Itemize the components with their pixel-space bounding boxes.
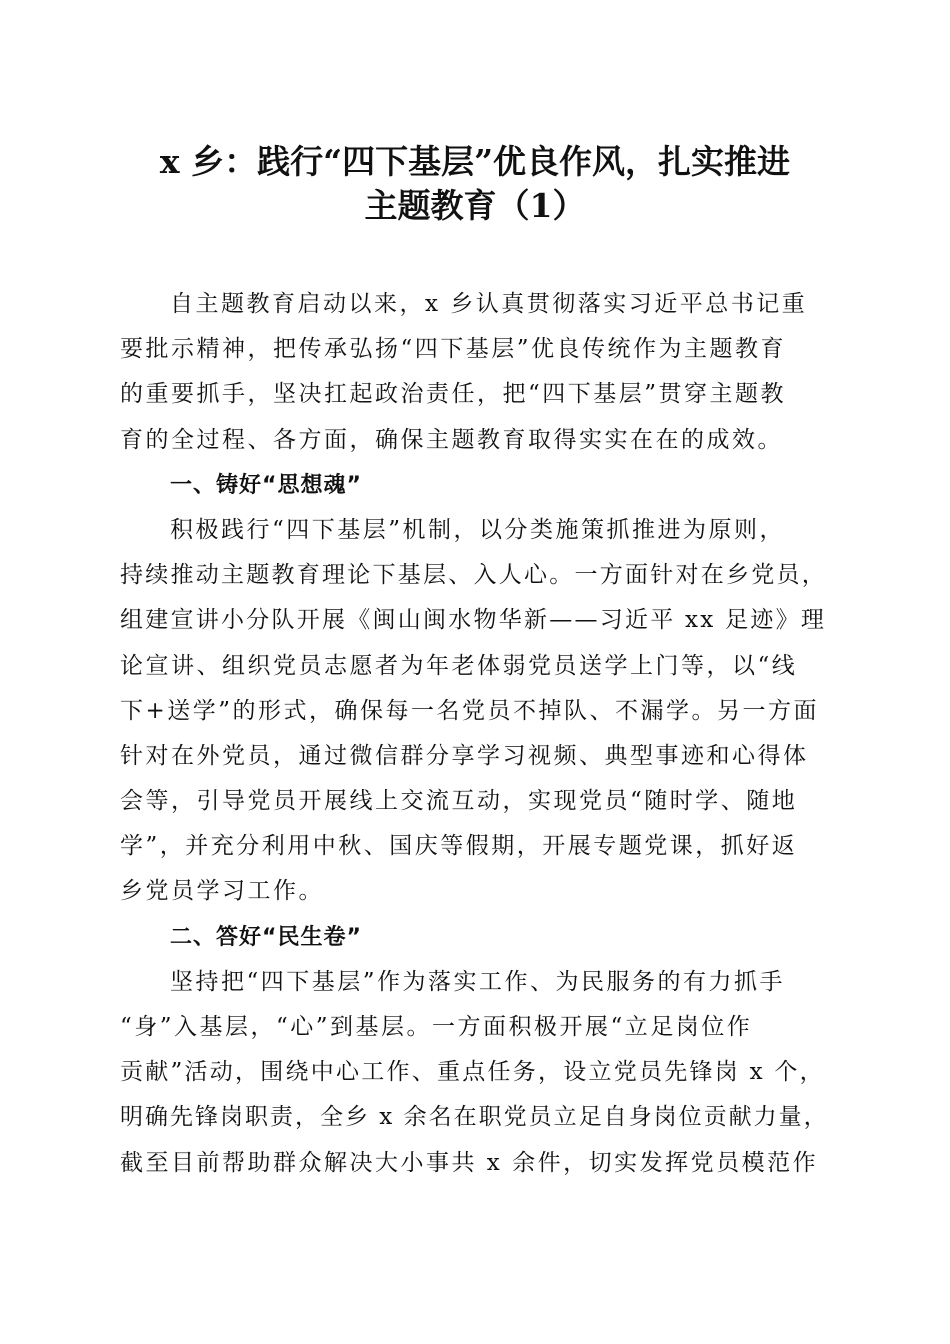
section-heading-1: 一、铸好“思想魂” [170,472,362,498]
document-title-line-2: 主题教育（1） [364,186,586,225]
paragraph-3-line-5: 截至目前帮助群众解决大小事共 x 余件，切实发挥党员模范作 [120,1149,819,1176]
paragraph-1-line-3: 的重要抓手，坚决扛起政治责任，把“四下基层”贯穿主题教 [120,381,787,408]
paragraph-2-line-9: 乡党员学习工作。 [120,878,324,905]
paragraph-1-line-1: 自主题教育启动以来，x 乡认真贯彻落实习近平总书记重 [170,291,808,317]
paragraph-1-line-4: 育的全过程、各方面，确保主题教育取得实实在在的成效。 [120,426,783,453]
paragraph-2-line-7: 会等，引导党员开展线上交流互动，实现党员“随时学、随地 [120,788,798,815]
paragraph-2-line-3: 组建宣讲小分队开展《闽山闽水物华新——习近平 xx 足迹》理 [120,607,827,634]
paragraph-2-line-8: 学”，并充分利用中秋、国庆等假期，开展专题党课，抓好返 [120,833,798,860]
paragraph-2-line-2: 持续推动主题教育理论下基层、入人心。一方面针对在乡党员， [120,562,827,589]
document-title-line-1: x 乡：践行“四下基层”优良作风，扎实推进 [159,142,791,181]
paragraph-2-line-5: 下+送学”的形式，确保每一名党员不掉队、不漏学。另一方面 [120,697,820,724]
paragraph-1-line-2: 要批示精神，把传承弘扬“四下基层”优良传统作为主题教育 [120,336,787,363]
paragraph-2-line-6: 针对在外党员，通过微信群分享学习视频、典型事迹和心得体 [120,742,809,769]
paragraph-3-line-2: “身”入基层，“心”到基层。一方面积极开展“立足岗位作 [120,1014,753,1040]
paragraph-2-line-1: 积极践行“四下基层”机制，以分类施策抓推进为原则， [170,516,786,543]
section-heading-2: 二、答好“民生卷” [170,924,362,950]
document-body [120,282,832,1186]
paragraph-3-line-4: 明确先锋岗职责，全乡 x 余名在职党员立足自身岗位贡献力量， [120,1104,829,1131]
paragraph-3-line-3: 贡献”活动，围绕中心工作、重点任务，设立党员先锋岗 x 个， [120,1059,825,1086]
paragraph-3-line-1: 坚持把“四下基层”作为落实工作、为民服务的有力抓手 [170,968,786,995]
paragraph-2-line-4: 论宣讲、组织党员志愿者为年老体弱党员送学上门等，以“线 [120,652,798,679]
